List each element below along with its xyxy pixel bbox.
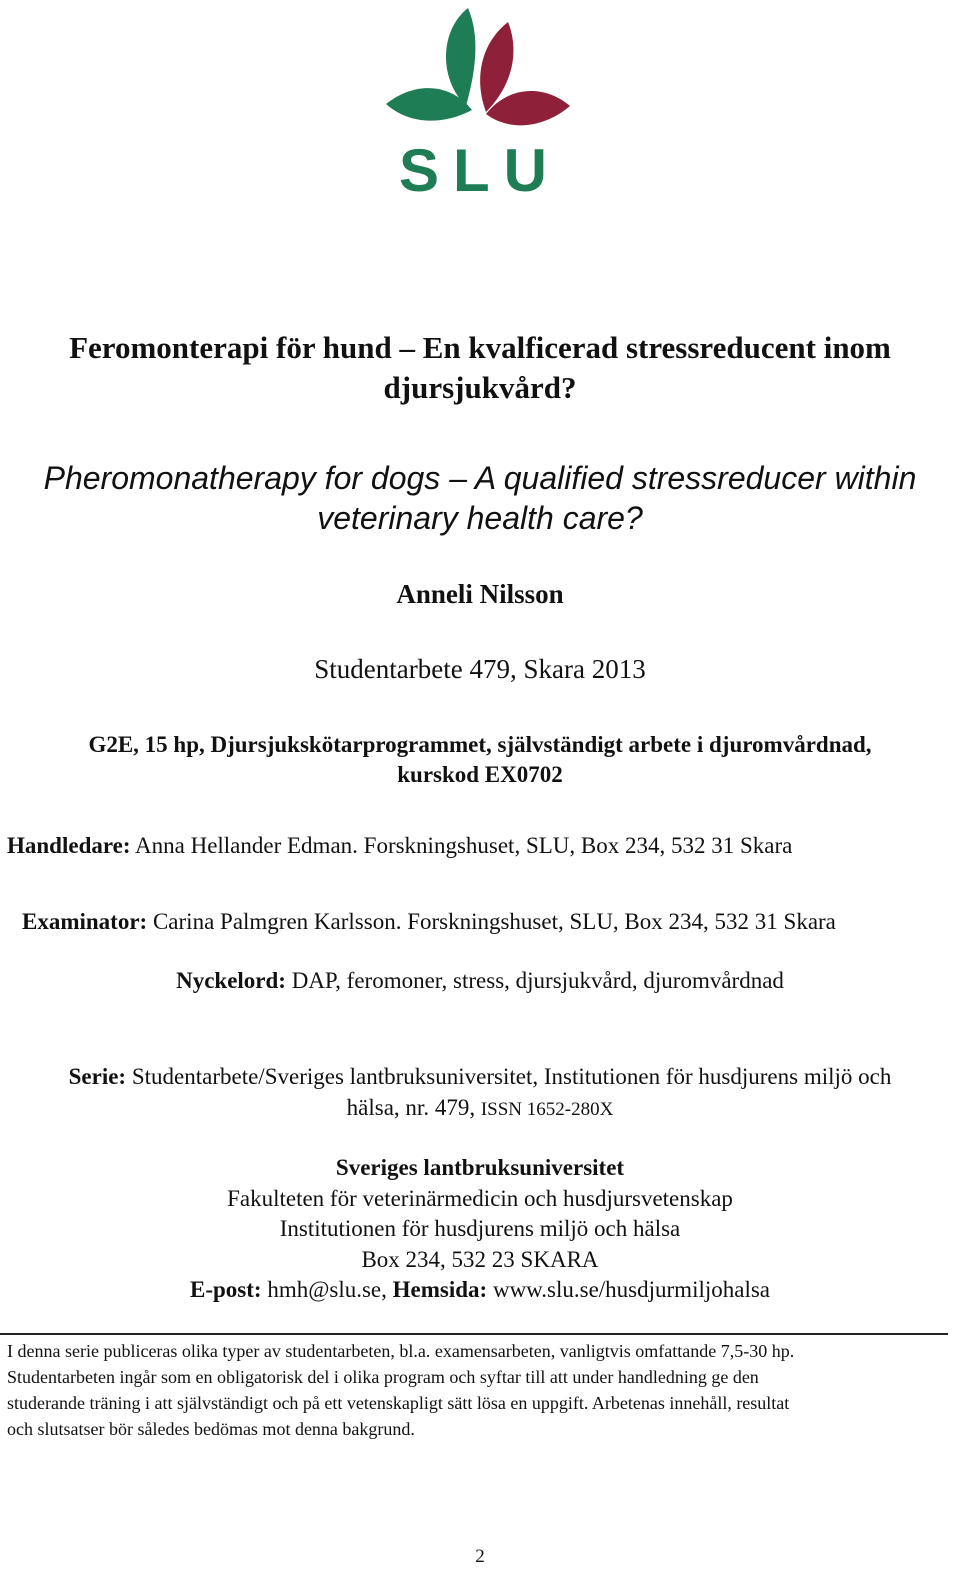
notes-line-4: och slutsatser bör således bedömas mot denna bakgrund. [7,1419,415,1439]
keywords-value: DAP, feromoner, stress, djursjukvård, djuromvårdnad [291,968,784,993]
supervisor-value: Anna Hellander Edman. Forskningshuset, SLU, Box 234, 532 31 Skara [135,833,793,858]
keywords-label: Nyckelord: [176,968,286,993]
logo-leaf-green-top [446,8,475,106]
university-block [0,1153,960,1306]
series-text-1: Studentarbete/Sveriges lantbruksuniversitet, Institutionen för husdjurens miljö och [131,1064,892,1089]
series-line-2 [0,1092,960,1125]
course-line-2: kurskod EX0702 [397,762,563,787]
examiner-value: Carina Palmgren Karlsson. Forskningshuset, SLU, Box 234, 532 31 Skara [152,909,836,934]
university-name: Sveriges lantbruksuniversitet [335,1155,625,1180]
faculty-name: Fakulteten för veterinärmedicin och husdjursvetenskap [227,1185,733,1211]
notes-line-3: studerande träning i att självständigt och på ett vetenskapligt sätt lösa en uppgift. Arbetenas innehåll, resultat [7,1393,790,1413]
course-info [0,730,960,790]
website-label: Hemsida: [392,1277,488,1302]
slu-logo [380,2,580,202]
series-line-1 [0,1061,960,1092]
contact-line [0,1275,960,1306]
supervisor-label: Handledare: [7,833,131,858]
series-info [0,1061,960,1125]
course-line-1: G2E, 15 hp, Djursjukskötarprogrammet, självständigt arbete i djuromvårdnad, [88,732,872,757]
divider [0,1333,948,1335]
logo-text: SLU [399,137,561,202]
notes-line-1: I denna serie publiceras olika typer av studentarbeten, bl.a. examensarbeten, vanligtvis omfattande 7,5-30 hp. [7,1341,795,1361]
title-swedish: Feromonterapi för hund – En kvalficerad stressreducent inom djursjukvård? [69,330,891,405]
email-link[interactable]: hmh@slu.se, [267,1277,387,1302]
department-name: Institutionen för husdjurens miljö och hälsa [279,1216,681,1241]
title-english: Pheromonatherapy for dogs – A qualified stressreducer within veterinary health care? [43,460,917,536]
notes-line-2: Studentarbeten ingår som en obligatorisk del i olika program och syftar till att under handledning ge den [7,1367,759,1387]
website-link[interactable]: www.slu.se/husdjurmiljohalsa [492,1277,770,1302]
series-label: Serie: [68,1064,127,1089]
report-number: Studentarbete 479, Skara 2013 [314,654,646,684]
keywords-line [0,968,960,994]
author-name: Anneli Nilsson [396,579,564,609]
email-label: E-post: [190,1277,262,1302]
examiner-label: Examinator: [22,909,148,934]
postal-address: Box 234, 532 23 SKARA [361,1246,599,1272]
examiner-line [22,909,836,935]
page-number: 2 [475,1546,485,1567]
series-issn: ISSN 1652-280X [480,1099,614,1120]
series-text-2: hälsa, nr. 479, [346,1095,476,1120]
supervisor-line [7,833,792,859]
series-notes [7,1338,947,1442]
